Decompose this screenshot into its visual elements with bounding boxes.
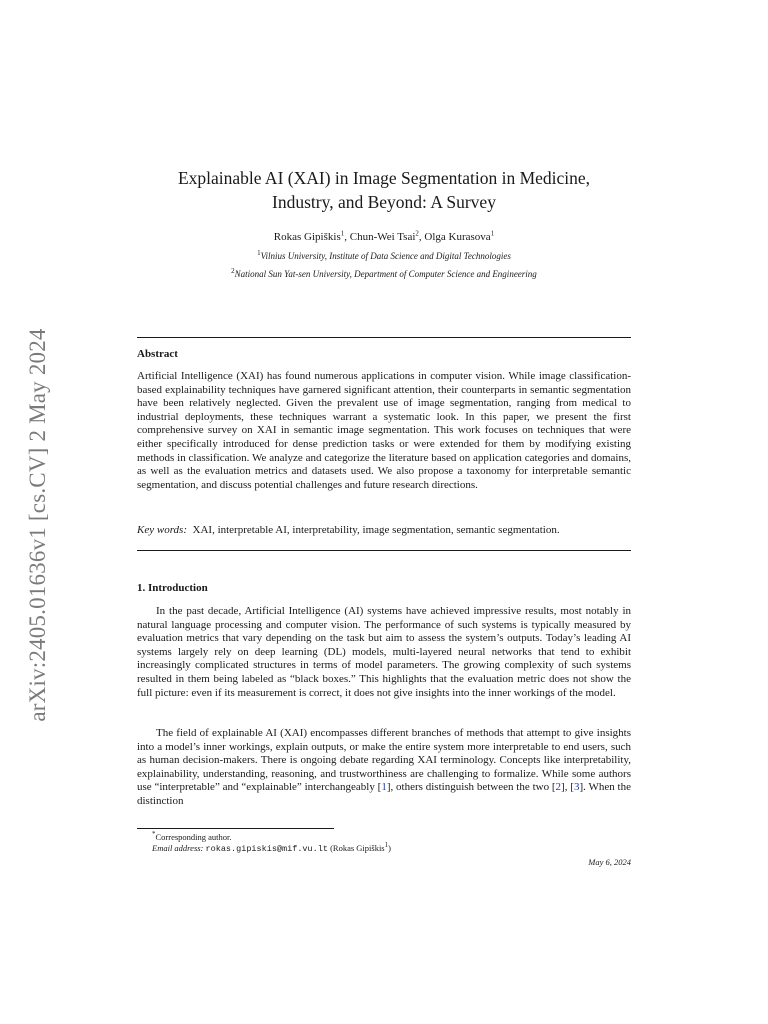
intro-paragraph-2-text: The field of explainable AI (XAI) encompasses different branches of methods that attempt to give insights into a model’s inner workings, explain outputs, or make the entire system more interpretable to end users, such as human decision-makers. There is ongoing debate regarding XAI terminology. Concepts like interpretability, explainability, understanding, reasoning, and trustworthiness are challenging to formalize. While some authors use “interpretable” and “explainable” interchangeably [ — [137, 727, 631, 794]
footnote-corresponding-text: Corresponding author. — [155, 832, 232, 842]
citation-link[interactable]: 3 — [573, 781, 580, 794]
affiliation-2 — [137, 268, 631, 280]
abstract-heading: Abstract — [137, 348, 178, 360]
section-heading-introduction: 1. Introduction — [137, 582, 208, 594]
title-line-2: Industry, and Beyond: A Survey — [272, 192, 496, 212]
email-owner-close: ) — [388, 843, 391, 853]
affiliation-mark: 1 — [257, 249, 261, 257]
citation-link[interactable]: 1 — [381, 781, 387, 794]
author-affiliation-mark: 1 — [490, 229, 495, 238]
email-owner-mark: 1 — [384, 841, 389, 850]
abstract-top-rule — [137, 337, 631, 338]
author-name: Olga Kurasova — [424, 231, 491, 243]
keywords-line — [137, 524, 631, 538]
keywords-text: XAI, interpretable AI, interpretability, image segmentation, semantic segmentation. — [192, 524, 560, 536]
affiliation-text: Vilnius University, Institute of Data Science and Digital Technologies — [260, 251, 511, 261]
arxiv-identifier: arXiv:2405.01636v1 [cs.CV] 2 May 2024 — [25, 328, 50, 722]
author-affiliation-mark: 2 — [415, 229, 419, 238]
footnote-email — [152, 843, 391, 855]
author-name: Chun-Wei Tsai — [349, 231, 416, 243]
intro-paragraph-2-text: ], [ — [561, 781, 574, 794]
author-list: Rokas Gipiškis$^1$, Chun-Wei Tsai$^2$, Olga Kurasova$^1$ — [273, 229, 495, 243]
title-line-1: Explainable AI (XAI) in Image Segmentation in Medicine, — [177, 168, 591, 188]
intro-paragraph-2-text: ], others distinguish between the two [ — [386, 781, 556, 794]
footnote-mark: * — [152, 830, 156, 839]
preprint-date: May 6, 2024 — [588, 857, 631, 867]
paper-title — [137, 166, 631, 214]
citation-link[interactable]: 2 — [555, 781, 562, 794]
keywords-label: Key words: — [137, 524, 188, 536]
footnote-rule — [137, 828, 334, 829]
email-address[interactable]: rokas.gipiskis@mif.vu.lt — [205, 844, 328, 854]
affiliation-1 — [137, 250, 631, 262]
footnote-corresponding — [152, 832, 232, 843]
email-label: Email address: — [152, 843, 204, 853]
abstract-bottom-rule — [137, 550, 631, 551]
intro-paragraph-2-text: ]. When the distinction — [137, 781, 631, 807]
affiliation-mark: 2 — [231, 267, 235, 275]
affiliation-text: National Sun Yat-sen University, Department of Computer Science and Engineering — [234, 269, 537, 279]
abstract-text: Artificial Intelligence (XAI) has found numerous applications in computer vision. While image classification-based explainability techniques have garnered significant attention, their counterparts in semantic segmentation have been relatively neglected. Given the prevalent use of image segmentation, ranging from medical to industrial deployments, these techniques warrant a systematic look. In this paper, we present the first comprehensive survey on XAI in semantic image segmentation. This work focuses on techniques that were either specifically introduced for dense prediction tasks or were extended for them by modifying existing methods in classification. We analyze and categorize the literature based on application categories and domains, as well as the evaluation metrics and datasets used. We also propose a taxonomy for interpretable semantic segmentation, and discuss potential challenges and future research directions. — [137, 370, 631, 491]
intro-paragraph-2 — [137, 727, 631, 809]
author-name: Rokas Gipiškis — [273, 231, 341, 243]
email-owner: (Rokas Gipiškis — [330, 843, 385, 853]
intro-paragraph-1: In the past decade, Artificial Intelligence (AI) systems have achieved impressive results, most notably in natural language processing and computer vision. The performance of such systems is typically measured by evaluation metrics that vary depending on the task but aim to assess the system’s outputs. Today’s leading AI systems largely rely on deep learning (DL) models, multi-layered neural networks that tend to exhibit increasingly complicated structures in terms of model parameters. The growing complexity of such systems resulted in them being labeled as “black boxes.” This highlights that the evaluation metric does not show the full picture: even if its measurement is correct, it does not give insights into the inner workings of the model. — [137, 605, 631, 699]
author-affiliation-mark: 1 — [340, 229, 345, 238]
